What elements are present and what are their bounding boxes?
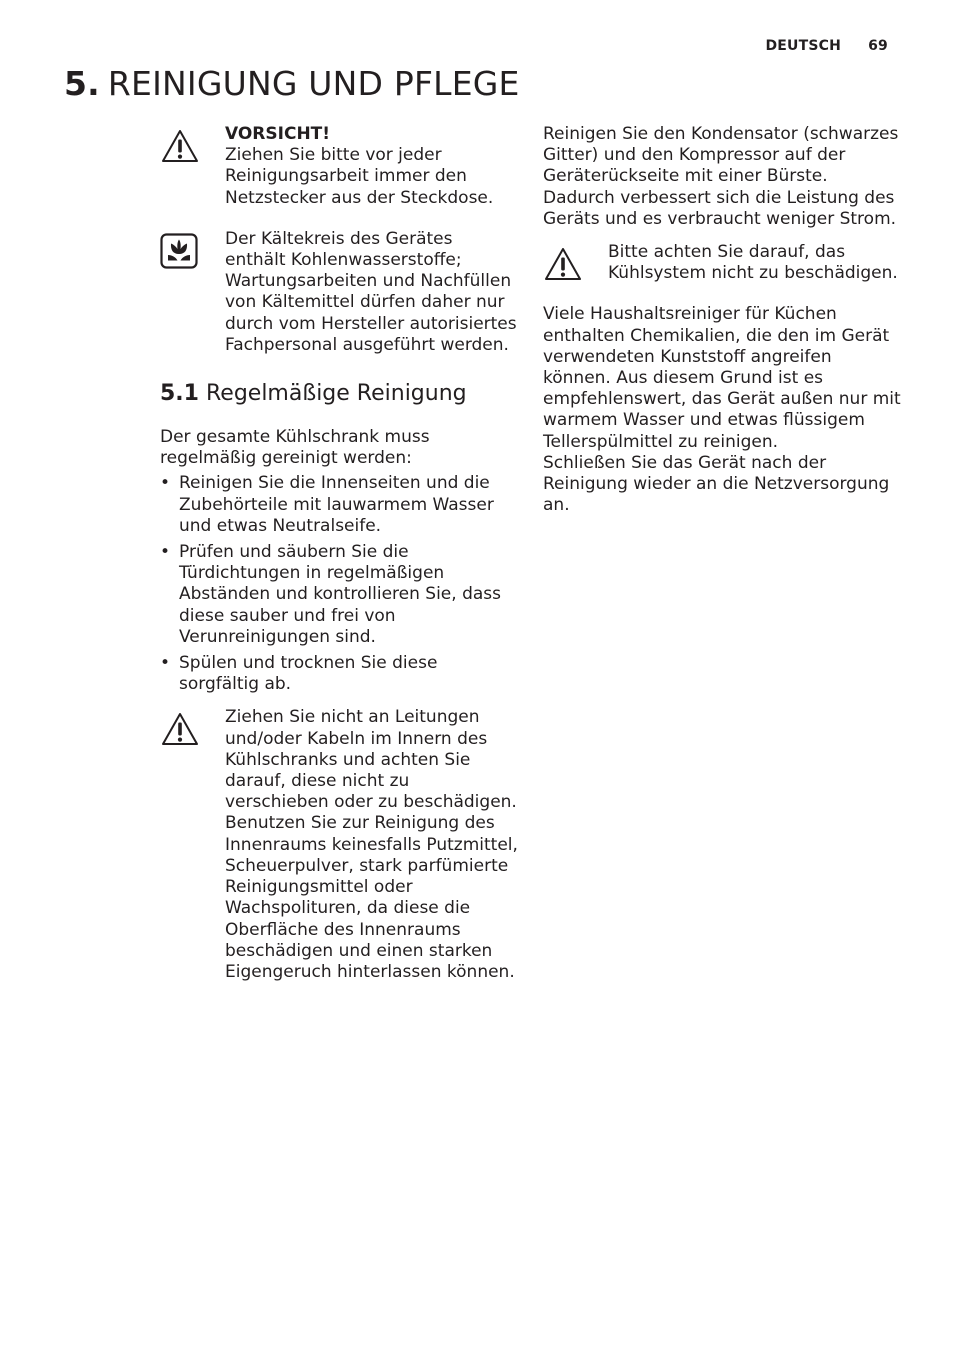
- condenser-text: Reinigen Sie den Kondensator (schwarzes Gitter) und den Kompressor auf der Geräterückseite mit einer Bürste. Dadurch verbessert sich die Leistung des Geräts und es verbraucht weniger Strom.: [543, 124, 899, 229]
- section-title-text: Regelmäßige Reinigung: [205, 381, 467, 407]
- page-number: 69: [868, 38, 888, 54]
- cable-note: [160, 707, 518, 983]
- list-item: • Spülen und trocknen Sie diese sorgfältig ab.: [160, 653, 518, 695]
- page-header: [765, 38, 888, 54]
- household-cleaners-text: Viele Haushaltsreiniger für Küchen enthalten Chemikalien, die den im Gerät verwendeten Kunststoff angreifen können. Aus diesem Grund ist es empfehlenswert, das Gerät außen nur mit warmem Wasser und etwas flüssigem Tellerspülmittel zu reinigen.: [543, 304, 901, 452]
- section-number: 5.1: [160, 381, 199, 407]
- reconnect-text: Schließen Sie das Gerät nach der Reinigung wieder an die Netzversorgung an.: [543, 452, 890, 516]
- caution-text: Ziehen Sie bitte vor jeder Reinigungsarbeit immer den Netzstecker aus der Steckdose.: [225, 145, 494, 208]
- cleaning-list: [160, 473, 518, 695]
- cleaning-intro: Der gesamte Kühlschrank muss regelmäßig gereinigt werden:: [160, 427, 430, 469]
- cleaning-agent-text: Benutzen Sie zur Reinigung des Innenraums keinesfalls Putzmittel, Scheuerpulver, stark parfümierte Reinigungsmittel oder Wachspolituren, da diese die Oberfläche des Innenraums beschädigen und einen starken Eigengeruch hinterlassen können.: [225, 813, 518, 982]
- left-column: [160, 124, 518, 983]
- caution-title: VORSICHT!: [225, 124, 331, 144]
- chapter-number: 5.: [64, 64, 100, 103]
- section-title: [160, 380, 518, 408]
- refrigerant-note: [160, 229, 518, 356]
- warning-triangle-icon: [160, 128, 200, 170]
- caution-note: [160, 124, 518, 209]
- cooling-system-text: Bitte achten Sie darauf, das Kühlsystem nicht zu beschädigen.: [608, 242, 898, 284]
- warning-triangle-icon: [543, 246, 583, 288]
- refrigerant-text: Der Kältekreis des Gerätes enthält Kohlenwasserstoffe; Wartungsarbeiten und Nachfüllen von Kältemittel dürfen daher nur durch vom Hersteller autorisiertes Fachpersonal ausgeführt werden.: [225, 228, 517, 355]
- right-column: [543, 124, 903, 516]
- cooling-system-note: [543, 242, 903, 284]
- cable-note-text: Ziehen Sie nicht an Leitungen und/oder Kabeln im Innern des Kühlschranks und achten Sie darauf, diese nicht zu verschieben oder zu beschädigen.: [225, 707, 517, 813]
- environment-flower-icon: [160, 233, 198, 275]
- list-item: • Reinigen Sie die Innenseiten und die Zubehörteile mit lauwarmem Wasser und etwas Neutralseife.: [160, 473, 518, 537]
- chapter-title-text: REINIGUNG UND PFLEGE: [107, 64, 520, 103]
- warning-triangle-icon: [160, 711, 200, 753]
- list-item: • Prüfen und säubern Sie die Türdichtungen in regelmäßigen Abständen und kontrollieren Sie, dass diese sauber und frei von Verunreinigungen sind.: [160, 542, 518, 648]
- language-label: DEUTSCH: [765, 38, 842, 54]
- chapter-title: [64, 64, 520, 103]
